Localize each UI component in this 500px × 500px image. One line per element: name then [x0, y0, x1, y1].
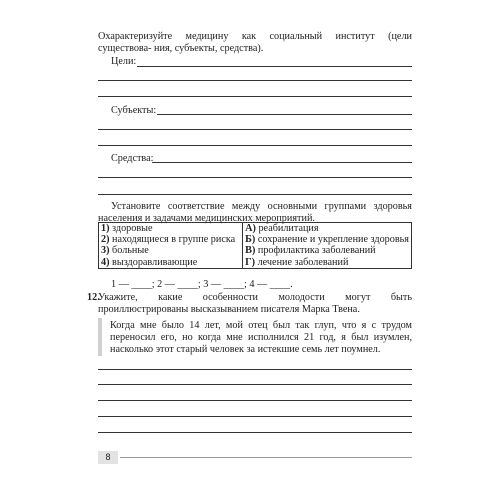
group-item-2: 2) находящиеся в группе риска — [101, 234, 236, 246]
group-item-4: 4) выздоравливающие — [101, 256, 198, 268]
task-item-b: Б) сохранение и укрепление здоровья — [245, 234, 409, 246]
tasks-column — [243, 223, 412, 269]
goals-answer-line-2[interactable] — [98, 80, 412, 81]
task-12-number: 12. — [87, 292, 100, 303]
group-item-1: 1) здоровые — [101, 223, 153, 234]
subjects-answer-line-2[interactable] — [98, 129, 412, 130]
task-social-text: Охарактеризуйте медицину как социальный институт (цели существова- ния, субъекты, средства). — [98, 31, 412, 54]
page-number: 8 — [98, 451, 118, 464]
task-item-a: А) реабилитация — [245, 223, 319, 234]
task-12-answer-line-2[interactable] — [98, 384, 412, 385]
match-answer-line[interactable]: 1 — ____; 2 — ____; 3 — ____; 4 — ____. — [111, 279, 293, 290]
task-match-text: Установите соответствие между основными группами здоровья населения и задачами медицинских мероприятий. — [98, 201, 412, 224]
subjects-label: Субъекты: — [111, 105, 157, 116]
group-item-3: 3) больные — [101, 245, 149, 257]
mark-twain-quote: Когда мне было 14 лет, мой отец был так глуп, что я с трудом переносил его, но когда мне исполнился 21 год, я был изумлен, насколько этот старый человек за истекшие семь лет поумнел. — [110, 320, 412, 355]
task-item-c: В) профилактика заболеваний — [245, 245, 376, 257]
means-label: Средства: — [111, 153, 154, 164]
goals-answer-line-1[interactable] — [137, 66, 412, 67]
means-answer-line-3[interactable] — [98, 194, 412, 195]
means-answer-line-1[interactable] — [152, 162, 412, 163]
task-12-answer-line-4[interactable] — [98, 416, 412, 417]
task-item-d: Г) лечение заболеваний — [245, 256, 349, 268]
task-12-answer-line-3[interactable] — [98, 400, 412, 401]
means-answer-line-2[interactable] — [98, 177, 412, 178]
task-12-answer-line-1[interactable] — [98, 369, 412, 370]
groups-column — [99, 223, 243, 269]
subjects-answer-line-3[interactable] — [98, 145, 412, 146]
footer-divider — [120, 457, 412, 458]
goals-label: Цели: — [111, 56, 137, 67]
quote-bar — [98, 318, 102, 356]
task-12-text: Укажите, какие особенности молодости могут быть проиллюстрированы высказыванием писателя Марка Твена. — [98, 292, 412, 315]
subjects-answer-line-1[interactable] — [157, 114, 412, 115]
match-table — [98, 222, 412, 269]
goals-answer-line-3[interactable] — [98, 96, 412, 97]
task-12-answer-line-5[interactable] — [98, 432, 412, 433]
